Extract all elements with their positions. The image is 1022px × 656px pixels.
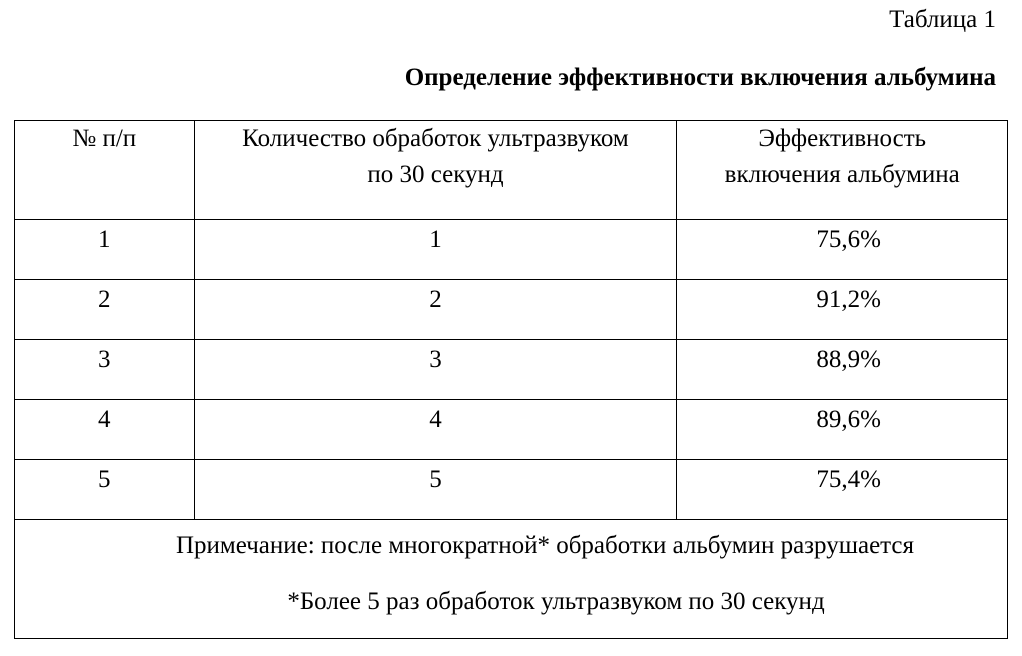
table-header-row (15, 121, 1008, 220)
header-treatments-line1: Количество обработок ультразвуком (242, 125, 629, 152)
footnote-text: *Более 5 раз обработок ультразвуком по 30 секунд (287, 588, 825, 615)
note-cell (15, 520, 1008, 639)
cell-number: 1 (15, 220, 195, 280)
header-efficiency-line2: включения альбумина (724, 161, 960, 188)
table-row (15, 280, 1008, 340)
header-number-label: № п/п (72, 125, 137, 152)
cell-efficiency: 75,4% (677, 460, 1008, 520)
document-title: Определение эффективности включения альбумина (404, 64, 996, 91)
table-row (15, 220, 1008, 280)
cell-treatments: 2 (194, 280, 677, 340)
cell-efficiency: 91,2% (677, 280, 1008, 340)
cell-efficiency: 88,9% (677, 340, 1008, 400)
cell-treatments: 1 (194, 220, 677, 280)
cell-efficiency: 89,6% (677, 400, 1008, 460)
cell-number: 5 (15, 460, 195, 520)
header-treatments-line2: по 30 секунд (367, 161, 504, 188)
table-label: Таблица 1 (889, 6, 996, 33)
cell-number: 2 (15, 280, 195, 340)
note-text: Примечание: после многократной* обработки альбумин разрушается (175, 532, 914, 559)
table-row (15, 400, 1008, 460)
cell-efficiency: 75,6% (677, 220, 1008, 280)
table-row (15, 460, 1008, 520)
cell-treatments: 5 (194, 460, 677, 520)
table-note-row (15, 520, 1008, 639)
albumin-efficiency-table (14, 120, 1008, 639)
cell-treatments: 4 (194, 400, 677, 460)
header-cell-treatments (194, 121, 677, 220)
header-cell-efficiency (677, 121, 1008, 220)
cell-treatments: 3 (194, 340, 677, 400)
header-efficiency-line1: Эффективность (758, 125, 927, 152)
table-row (15, 340, 1008, 400)
cell-number: 3 (15, 340, 195, 400)
cell-number: 4 (15, 400, 195, 460)
header-cell-number (15, 121, 195, 220)
